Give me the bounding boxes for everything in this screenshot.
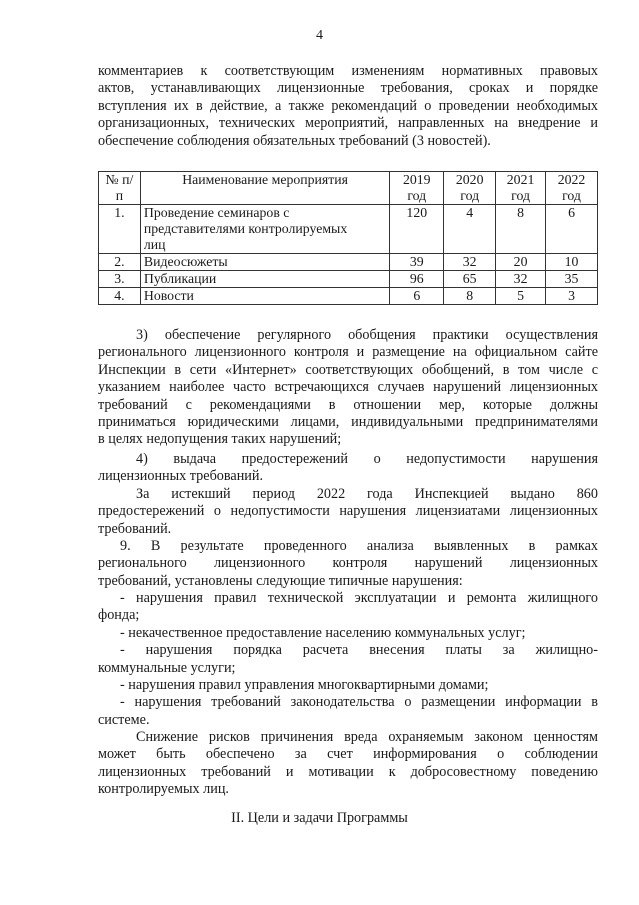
text-line: актов, устанавливающих лицензионные требования, сроках и порядке — [98, 80, 598, 97]
text-line: системе. — [98, 711, 150, 728]
text-line: За истекший период 2022 года Инспекцией выдано 860 — [136, 486, 598, 502]
violations-list — [98, 590, 598, 729]
list-item — [98, 590, 598, 625]
text-line: - нарушения требований законодательства о размещении информации в — [120, 694, 598, 711]
text-line: организационных, технических мероприятий, направленных на внедрение и — [98, 115, 598, 132]
text-line: требований. — [98, 520, 172, 537]
cell-name: Проведение семинаров с представителями контролируемых лиц — [140, 205, 389, 254]
text-line: 3) обеспечение регулярного обобщения практики осуществления — [136, 327, 598, 343]
cell-2022: 6 — [546, 205, 598, 254]
warnings-paragraph — [98, 486, 598, 538]
header-name: Наименование мероприятия — [140, 172, 389, 205]
cell-num: 3. — [99, 271, 141, 288]
cell-2021: 8 — [496, 205, 546, 254]
list-item — [98, 694, 598, 729]
cell-2020: 8 — [444, 288, 496, 305]
section-title: II. Цели и задачи Программы — [231, 810, 408, 826]
cell-num: 2. — [99, 254, 141, 271]
table-row — [99, 205, 598, 254]
cell-2020: 32 — [444, 254, 496, 271]
text-line: - нарушения порядка расчета внесения платы за жилищно- — [120, 642, 598, 659]
cell-num: 1. — [99, 205, 141, 254]
list-item — [98, 642, 598, 677]
text-line: лицензионных требований и мотивации к добросовестному поведению — [98, 763, 598, 780]
cell-name: Новости — [140, 288, 389, 305]
text-line: обеспечение соблюдения обязательных требований (3 новостей). — [98, 132, 491, 149]
table-header-row — [99, 172, 598, 205]
header-2019: 2019 год — [390, 172, 444, 205]
cell-2022: 3 — [546, 288, 598, 305]
table-row — [99, 288, 598, 305]
cell-name: Публикации — [140, 271, 389, 288]
text-line: в целях недопущения таких нарушений; — [98, 431, 342, 448]
item-3-paragraph — [98, 327, 598, 449]
cell-2021: 20 — [496, 254, 546, 271]
text-line: требований с рекомендациями в отношении мер, которые должны — [98, 396, 598, 413]
text-line: Инспекции в сети «Интернет» соответствующих обобщений, в том числе с — [98, 361, 598, 378]
events-table — [98, 171, 598, 305]
text-line: вступления их в действие, а также рекомендаций о проведении необходимых — [98, 97, 598, 114]
cell-2021: 32 — [496, 271, 546, 288]
intro-paragraph — [98, 63, 598, 150]
text-line: контролируемых лиц. — [98, 781, 229, 798]
list-item — [98, 625, 598, 642]
text-line: фонда; — [98, 607, 140, 624]
header-2020: 2020 год — [444, 172, 496, 205]
text-line: указанием наиболее часто встречающихся случаев нарушений лицензионных — [98, 379, 598, 396]
cell-2022: 35 — [546, 271, 598, 288]
text-line: лицензионных требований. — [98, 468, 264, 485]
text-line: - нарушения правил управления многоквартирными домами; — [120, 677, 489, 694]
cell-2020: 4 — [444, 205, 496, 254]
header-2022: 2022 год — [546, 172, 598, 205]
text-line: - нарушения правил технической эксплуатации и ремонта жилищного — [120, 590, 598, 606]
cell-2019: 120 — [390, 205, 444, 254]
text-line: требований, установлены следующие типичные нарушения: — [98, 572, 463, 589]
text-line: комментариев к соответствующим изменениям нормативных правовых — [98, 63, 598, 79]
cell-num: 4. — [99, 288, 141, 305]
text-line: 4) выдача предостережений о недопустимости нарушения — [136, 451, 598, 467]
item-9-paragraph — [98, 538, 598, 590]
cell-2022: 10 — [546, 254, 598, 271]
cell-2019: 96 — [390, 271, 444, 288]
list-item — [98, 677, 598, 694]
text-line: предостережений о недопустимости нарушения лицензиатами лицензионных — [98, 503, 598, 520]
item-4-paragraph — [98, 451, 598, 486]
text-line: может быть обеспечено за счет информирования о соблюдении — [98, 746, 598, 763]
cell-2019: 39 — [390, 254, 444, 271]
cell-2021: 5 — [496, 288, 546, 305]
text-line: регионального лицензионного контроля нарушений лицензионных — [98, 555, 598, 572]
text-line: Снижение рисков причинения вреда охраняемым законом ценностям — [136, 729, 598, 745]
text-line: регионального лицензионного контроля и размещение на официальном сайте — [98, 344, 598, 361]
cell-2019: 6 — [390, 288, 444, 305]
text-line: приниматься юридическими лицами, индивидуальными предпринимателями — [98, 414, 598, 431]
text-line: 9. В результате проведенного анализа выявленных в рамках — [120, 538, 598, 554]
header-2021: 2021 год — [496, 172, 546, 205]
header-num: № п/п — [99, 172, 141, 205]
cell-name: Видеосюжеты — [140, 254, 389, 271]
text-line: - некачественное предоставление населению коммунальных услуг; — [120, 624, 526, 641]
risk-paragraph — [98, 729, 598, 799]
text-line: коммунальные услуги; — [98, 659, 236, 676]
table-row — [99, 271, 598, 288]
table-row — [99, 254, 598, 271]
cell-2020: 65 — [444, 271, 496, 288]
page-number: 4 — [316, 28, 323, 43]
